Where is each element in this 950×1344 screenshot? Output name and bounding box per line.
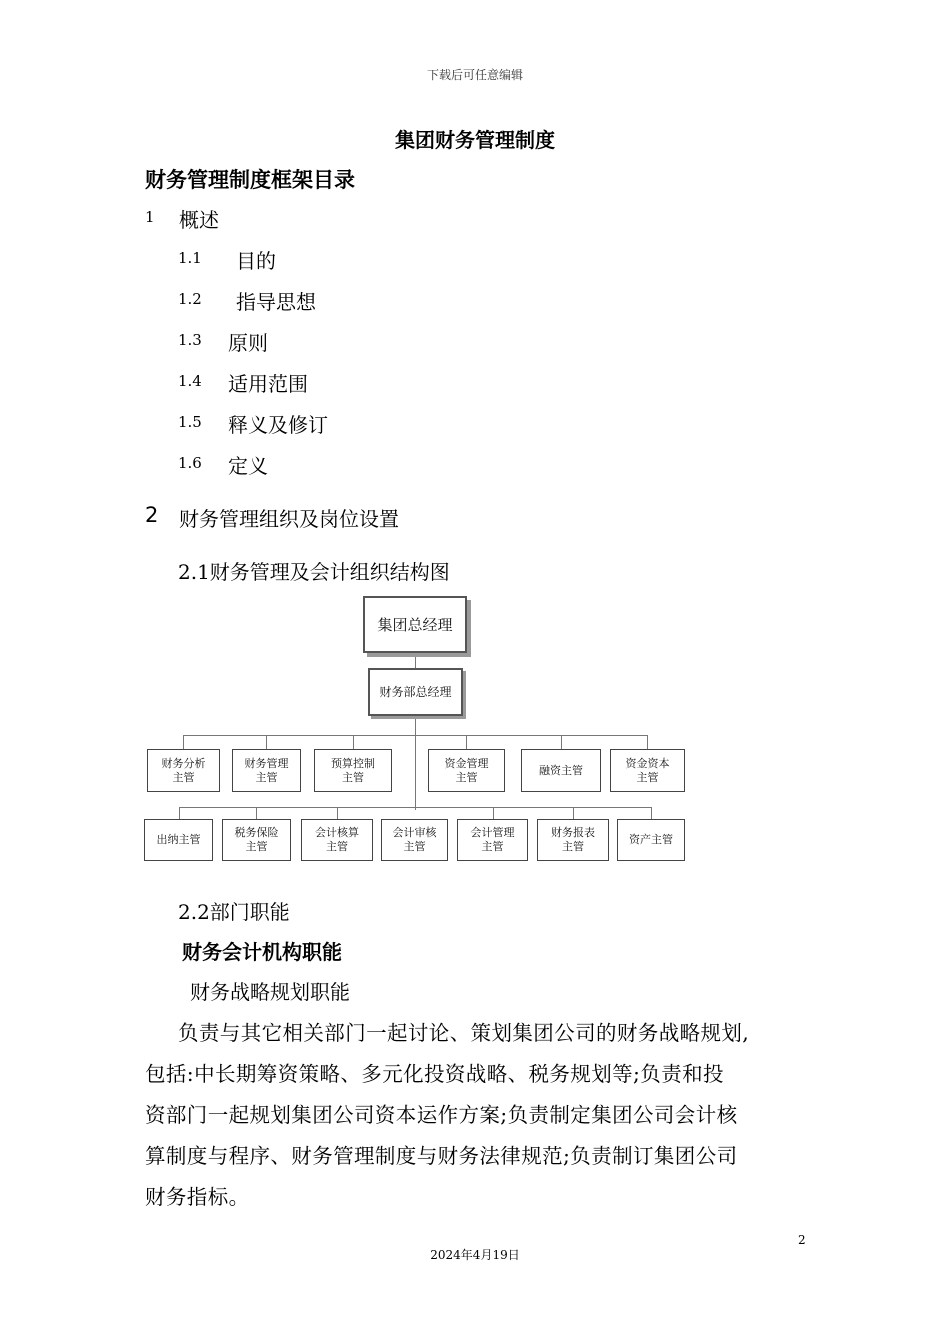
connector-line: [353, 735, 354, 749]
org-box-row2: 会计核算 主管: [301, 819, 373, 861]
org-box-row2: 会计审核 主管: [381, 819, 448, 861]
toc-item-number: 1.6: [178, 454, 202, 472]
connector-line: [647, 735, 648, 749]
org-box-row1: 资金资本 主管: [610, 749, 685, 792]
connector-line: [415, 716, 416, 810]
paragraph-line: 负责与其它相关部门一起讨论、策划集团公司的财务战略规划,: [178, 1021, 750, 1045]
toc-item-title: 释义及修订: [228, 413, 328, 437]
org-box-row1: 预算控制 主管: [314, 749, 392, 792]
org-chart: [0, 590, 950, 880]
connector-line: [183, 735, 647, 736]
toc-item-number: 1.5: [178, 413, 202, 431]
connector-line: [183, 735, 184, 749]
section-heading-2-1: 2.1财务管理及会计组织结构图: [178, 560, 450, 584]
toc-item-number: 1.3: [178, 331, 202, 349]
bold-heading: 财务会计机构职能: [182, 940, 342, 964]
toc-item-title: 目的: [236, 249, 276, 273]
org-box-row2: 资产主管: [617, 819, 685, 861]
toc-title: 财务管理制度框架目录: [145, 168, 355, 192]
connector-line: [179, 807, 652, 808]
sub-heading: 财务战略规划职能: [190, 980, 350, 1004]
toc-section-title: 概述: [179, 208, 219, 232]
toc-item-number: 1.2: [178, 290, 202, 308]
paragraph-line: 财务指标。: [145, 1185, 250, 1209]
org-box-row1: 财务分析 主管: [147, 749, 220, 792]
document-title: 集团财务管理制度: [395, 128, 555, 152]
toc-section-number: 1: [145, 208, 155, 226]
header-note: 下载后可任意编辑: [426, 68, 523, 82]
toc-section-number: 2: [145, 503, 159, 527]
connector-line: [337, 807, 338, 819]
connector-line: [179, 807, 180, 819]
org-box-row1: 融资主管: [521, 749, 601, 792]
connector-line: [415, 652, 416, 668]
toc-item-title: 定义: [228, 454, 268, 478]
toc-section-title: 财务管理组织及岗位设置: [179, 507, 399, 531]
org-box-row2: 出纳主管: [144, 819, 213, 861]
connector-line: [573, 807, 574, 819]
org-box-ceo: 集团总经理: [363, 596, 467, 653]
connector-line: [651, 807, 652, 819]
section-heading-2-2: 2.2部门职能: [178, 900, 290, 924]
toc-item-title: 指导思想: [236, 290, 316, 314]
paragraph-line: 算制度与程序、财务管理制度与财务法律规范;负责制订集团公司: [145, 1144, 738, 1168]
toc-item-number: 1.4: [178, 372, 202, 390]
footer-date: 2024年4月19日: [430, 1248, 520, 1262]
toc-item-number: 1.1: [178, 249, 202, 267]
toc-item-title: 适用范围: [228, 372, 308, 396]
org-box-row2: 财务报表 主管: [537, 819, 609, 861]
paragraph-line: 包括:中长期筹资策略、多元化投资战略、税务规划等;负责和投: [145, 1062, 724, 1086]
connector-line: [266, 735, 267, 749]
org-box-row2: 会计管理 主管: [457, 819, 528, 861]
toc-item-title: 原则: [228, 331, 268, 355]
org-box-finance-director: 财务部总经理: [368, 668, 463, 716]
org-box-row2: 税务保险 主管: [222, 819, 291, 861]
connector-line: [256, 807, 257, 819]
connector-line: [561, 735, 562, 749]
paragraph-line: 资部门一起规划集团公司资本运作方案;负责制定集团公司会计核: [145, 1103, 738, 1127]
connector-line: [493, 807, 494, 819]
org-box-row1: 财务管理 主管: [232, 749, 301, 792]
org-box-row1: 资金管理 主管: [428, 749, 505, 792]
connector-line: [466, 735, 467, 749]
page-number: 2: [798, 1233, 806, 1247]
